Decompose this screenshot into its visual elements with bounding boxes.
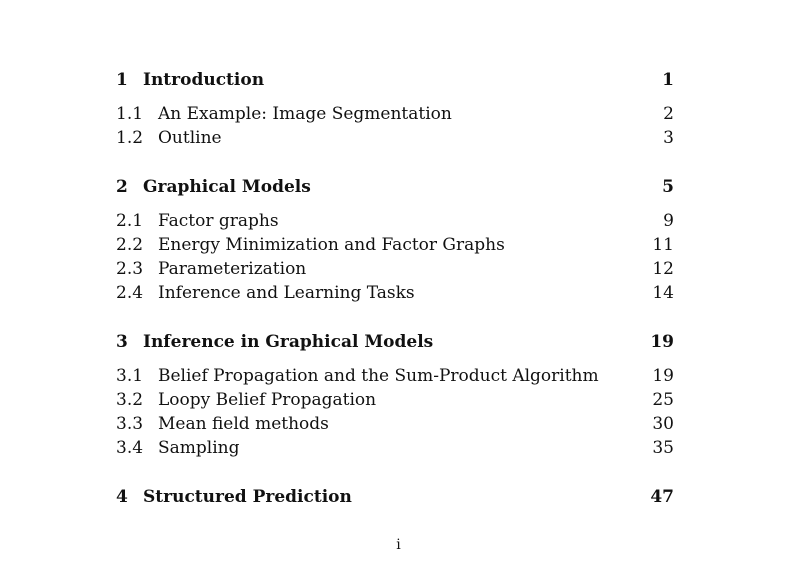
section-list <box>116 102 674 150</box>
section-number: 3.4 <box>116 438 144 458</box>
chapter-number: 2 <box>116 177 128 197</box>
section-title: Loopy Belief Propagation <box>158 390 377 410</box>
chapter-title: Graphical Models <box>143 177 311 197</box>
section-page: 12 <box>652 259 674 279</box>
chapter-number: 4 <box>116 487 128 507</box>
section-page: 3 <box>663 128 674 148</box>
section-number: 2.2 <box>116 235 144 255</box>
section-page: 14 <box>652 283 674 303</box>
section-entry[interactable] <box>116 412 674 436</box>
section-title: Sampling <box>158 438 240 458</box>
section-page: 30 <box>652 414 674 434</box>
section-number: 3.1 <box>116 366 144 386</box>
section-number: 2.1 <box>116 211 144 231</box>
chapter-3 <box>116 328 674 460</box>
chapter-page: 1 <box>662 70 674 90</box>
page-folio: i <box>396 537 401 553</box>
section-entry[interactable] <box>116 102 674 126</box>
section-entry[interactable] <box>116 126 674 150</box>
section-number: 1.1 <box>116 104 144 124</box>
section-page: 25 <box>652 390 674 410</box>
chapter-2 <box>116 173 674 305</box>
chapter-title: Inference in Graphical Models <box>143 332 434 352</box>
section-entry[interactable] <box>116 436 674 460</box>
section-number: 2.3 <box>116 259 144 279</box>
section-page: 11 <box>652 235 674 255</box>
section-page: 9 <box>663 211 674 231</box>
section-entry[interactable] <box>116 209 674 233</box>
section-list <box>116 364 674 460</box>
chapter-page: 5 <box>662 177 674 197</box>
section-page: 2 <box>663 104 674 124</box>
chapter-entry[interactable] <box>116 328 674 356</box>
chapter-entry[interactable] <box>116 173 674 201</box>
section-entry[interactable] <box>116 281 674 305</box>
section-entry[interactable] <box>116 364 674 388</box>
chapter-1 <box>116 66 674 150</box>
section-entry[interactable] <box>116 388 674 412</box>
section-title: An Example: Image Segmentation <box>158 104 452 124</box>
section-list <box>116 209 674 305</box>
section-title: Energy Minimization and Factor Graphs <box>158 235 505 255</box>
section-number: 2.4 <box>116 283 144 303</box>
chapter-page: 19 <box>650 332 674 352</box>
chapter-number: 3 <box>116 332 128 352</box>
table-of-contents <box>116 66 674 511</box>
section-title: Belief Propagation and the Sum-Product Algorithm <box>158 366 599 386</box>
section-number: 3.3 <box>116 414 144 434</box>
section-title: Mean field methods <box>158 414 329 434</box>
chapter-page: 47 <box>650 487 674 507</box>
section-number: 1.2 <box>116 128 144 148</box>
section-entry[interactable] <box>116 257 674 281</box>
section-title: Factor graphs <box>158 211 279 231</box>
section-page: 19 <box>652 366 674 386</box>
section-title: Inference and Learning Tasks <box>158 283 415 303</box>
section-number: 3.2 <box>116 390 144 410</box>
chapter-4 <box>116 483 674 511</box>
section-title: Outline <box>158 128 222 148</box>
section-entry[interactable] <box>116 233 674 257</box>
chapter-entry[interactable] <box>116 66 674 94</box>
chapter-entry[interactable] <box>116 483 674 511</box>
chapter-number: 1 <box>116 70 128 90</box>
chapter-title: Structured Prediction <box>143 487 352 507</box>
section-title: Parameterization <box>158 259 307 279</box>
chapter-title: Introduction <box>143 70 265 90</box>
section-page: 35 <box>652 438 674 458</box>
